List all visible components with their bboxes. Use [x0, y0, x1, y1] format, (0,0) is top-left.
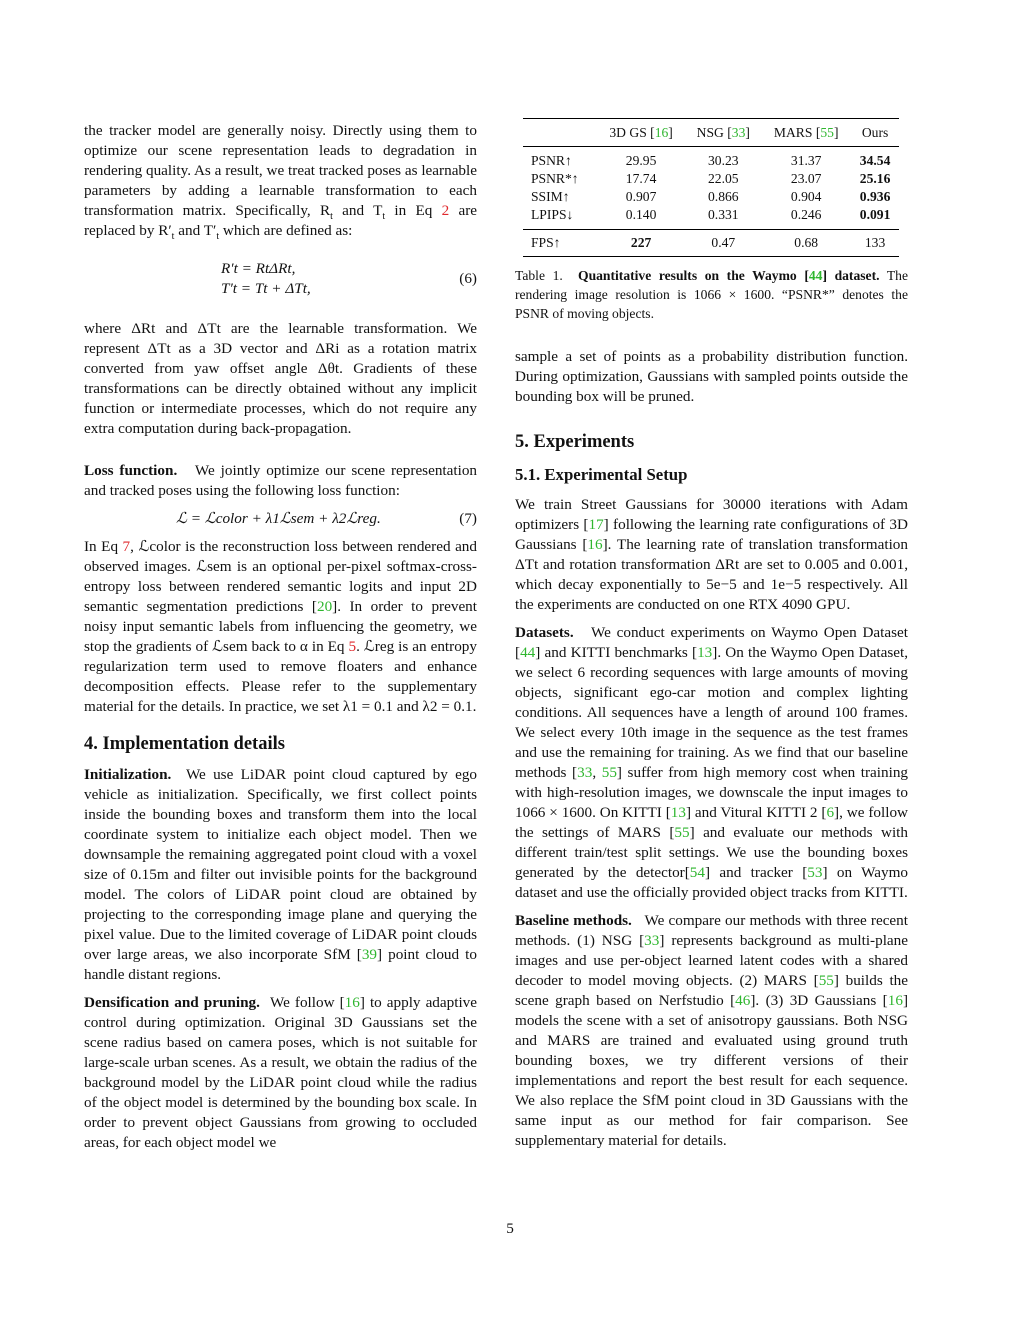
equation-6: [84, 255, 477, 305]
text: which are defined as:: [219, 222, 353, 239]
table-header-cell: NSG [33]: [685, 119, 761, 147]
citation-link[interactable]: 55: [818, 972, 834, 989]
text: In Eq: [84, 538, 123, 555]
text: We use LiDAR point cloud captured by ego vehicle as initialization. Specifically, we first collect points inside the bounding boxes and transform them into the local coordinate system to initialize each object model. Then we downsample the remaining aggregated point cloud with a voxel size of 0.15m and filter out invisible points for the background model. The colors of LiDAR point cloud are obtained by projecting to the corresponding image plane and querying the pixel value. Due to the limited coverage of LiDAR point clouds over large areas, we also incorporate SfM [: [84, 766, 478, 963]
value-cell: 0.091: [859, 207, 891, 222]
paragraph-loss: [84, 461, 477, 501]
value-cell: 227: [597, 230, 686, 257]
text: ] following the learning rate configurations of 3D Gaussians [: [515, 516, 908, 553]
value-cell: 25.16: [859, 171, 891, 186]
table-row: [523, 170, 899, 188]
metric-cell: PSNR↑: [531, 153, 572, 168]
text: the tracker model are generally noisy. Directly using them to optimize our scene representation leads to degradation in rendering quality. As a result, we treat tracked poses as learnable parameters by adding a learnable transformation to each transformation matrix. Specifically, R: [84, 122, 477, 219]
citation-link[interactable]: 16: [887, 992, 903, 1009]
value-cell: 23.07: [790, 171, 822, 186]
value-cell: 0.907: [625, 189, 657, 204]
text: in Eq: [385, 202, 442, 219]
section-heading: 4. Implementation details: [84, 734, 285, 754]
citation-link[interactable]: 55: [601, 764, 617, 781]
value-cell: 0.331: [708, 207, 739, 222]
value-cell: 0.936: [859, 189, 891, 204]
value-cell: 34.54: [859, 153, 891, 168]
text: ] and Vitural KITTI 2 [: [685, 804, 827, 821]
text: We conduct experiments on Waymo Open Dataset [: [515, 624, 908, 661]
table-row: [523, 147, 899, 171]
text: We train Street Gaussians for 30000 iterations with Adam optimizers [: [515, 496, 908, 533]
text: and T: [332, 202, 383, 219]
text: ]. On the Waymo Open Dataset, we select 6 recording sequences with large amounts of moving objects, significant ego-car motion and complex lighting conditions. All sequences have a length of around 100 frames. We select every 10th image in the sequence as the test frames and use the remaining for training. As we find that our baseline methods [: [515, 644, 909, 781]
text: Quantitative results on the Waymo [: [578, 268, 809, 283]
citation-link[interactable]: 17: [588, 516, 604, 533]
text: ] and KITTI benchmarks [: [535, 644, 698, 661]
text: ]. In order to prevent noisy input semantic labels from influencing the geometry, we stop the gradients of ℒsem back to α in Eq: [84, 598, 477, 655]
citation-link[interactable]: 54: [689, 864, 705, 881]
text: ] and evaluate our methods with different train/test split settings. We use the bounding boxes generated by the detector[: [515, 824, 908, 881]
table-header-cell: MARS [55]: [761, 119, 851, 147]
table-header-row: [523, 119, 899, 147]
value-cell: 30.23: [708, 153, 739, 168]
text: are replaced by R′: [84, 202, 477, 239]
eq-ref-link[interactable]: 7: [122, 538, 131, 555]
page-number: 5: [506, 1220, 514, 1237]
citation-link[interactable]: 46: [735, 992, 751, 1009]
text: and T′: [174, 222, 217, 239]
paragraph-heading: Loss function.: [84, 462, 178, 479]
text: . ℒreg is an entropy regularization term used to remove floaters and enhance decomposition effects. Please refer to the supplementary material for the details. In practice, we set λ1 = 0.1 and λ2 = 0.1.: [84, 638, 477, 715]
citation-link[interactable]: 13: [670, 804, 686, 821]
text: ]. (3) 3D Gaussians [: [750, 992, 888, 1009]
value-cell: 0.904: [790, 189, 822, 204]
equation-7: [84, 509, 477, 531]
citation-link[interactable]: 55: [674, 824, 690, 841]
equation-number: (7): [459, 510, 477, 527]
sub: t: [171, 231, 175, 243]
text: ] suffer from high memory cost when training with high-resolution images, we downscale the input images to 1066 × 1600. On KITTI [: [515, 764, 909, 821]
sub: t: [330, 211, 333, 223]
paragraph-loss-terms: [84, 537, 477, 717]
text: ] builds the scene graph based on Nerfstudio [: [515, 972, 908, 1009]
caption-text: The rendering image resolution is 1066 × 1600. “PSNR*” denotes the PSNR of moving objects.: [515, 268, 908, 321]
section-heading: 5. Experiments: [515, 432, 635, 452]
text: We compare our methods with three recent methods. (1) NSG [: [515, 912, 908, 949]
table-header-cell: [523, 119, 597, 147]
paragraph-pruning: sample a set of points as a probability distribution function. During optimization, Gaussians with sampled points outside the bounding box will be pruned.: [515, 348, 908, 405]
table-caption: [515, 266, 908, 323]
subsection-heading: 5.1. Experimental Setup: [515, 465, 688, 484]
citation-link[interactable]: 33: [731, 125, 746, 140]
results-table: [523, 118, 899, 257]
value-cell: 0.866: [708, 189, 739, 204]
text: ], we follow the settings of MARS [: [515, 804, 909, 841]
text: ]. The learning rate of translation transformation ΔTt and rotation transformation ΔRt are set to 0.005 and 0.001, which decay exponentially to 5e−5 and 1e−5 respectively. All the experiments are conducted on one RTX 4090 GPU.: [515, 536, 908, 613]
caption-title: [578, 268, 880, 283]
paragraph-heading: Initialization.: [84, 766, 172, 783]
eq-ref-link[interactable]: 2: [441, 202, 450, 219]
paragraph-transform: where ΔRt and ΔTt are the learnable transformation. We represent ΔTt as a 3D vector and ΔRi as a rotation matrix converted from yaw offset angle Δθt. Gradients of these transformations can be directly obtained without any implicit function or intermediate processes, which do not require any extra computation during back-propagation.: [84, 320, 477, 437]
value-cell: 22.05: [708, 171, 739, 186]
metric-cell: PSNR*↑: [531, 171, 579, 186]
citation-link[interactable]: 16: [344, 994, 360, 1011]
metric-cell: FPS↑: [523, 230, 597, 257]
eq-ref-link[interactable]: 5: [348, 638, 357, 655]
paragraph-heading: Baseline methods.: [515, 912, 632, 929]
paragraph-baselines: [515, 911, 908, 1151]
paragraph-heading: Densification and pruning.: [84, 994, 260, 1011]
value-cell: 0.246: [790, 207, 822, 222]
table-row: [523, 188, 899, 206]
text: ] to apply adaptive control during optimization. Original 3D Gaussians set the scene radius based on camera poses, which is not suitable for large-scale urban scenes. As a result, we obtain the radius of the background model by the LiDAR point cloud while the radius of the object model is determined by the bounding box scale. In order to prevent object Gaussians from growing to occluded areas, for each object model we: [84, 994, 478, 1151]
paragraph-pose-learning: [84, 121, 477, 241]
citation-link[interactable]: 44: [520, 644, 536, 661]
equation-line: R′t = RtΔRt,: [221, 260, 296, 277]
sub: t: [382, 211, 386, 223]
value-cell: 0.47: [685, 230, 761, 257]
citation-link[interactable]: 39: [361, 946, 377, 963]
text: ] represents background as multi-plane images and use per-object learned latent codes with a shared decoder to model moving objects. (2) MARS [: [515, 932, 909, 989]
table-row-fps: [523, 230, 899, 257]
text: We follow [: [270, 994, 345, 1011]
text: ] point cloud to handle distant regions.: [84, 946, 477, 983]
paragraph-heading: Datasets.: [515, 624, 574, 641]
table-row: [523, 206, 899, 230]
value-cell: 0.68: [761, 230, 851, 257]
text: ,: [592, 764, 602, 781]
paragraph-initialization: [84, 765, 477, 985]
equation-line: ℒ = ℒcolor + λ1ℒsem + λ2ℒreg.: [176, 510, 381, 527]
table-header-cell: Ours: [851, 119, 899, 147]
citation-link[interactable]: 6: [826, 804, 835, 821]
sub: t: [216, 231, 220, 243]
text: ] dataset.: [822, 268, 880, 283]
text: ] on Waymo dataset and use the officially provided object tracks from KITTI.: [515, 864, 908, 901]
left-column: [84, 121, 477, 1153]
value-cell: 17.74: [625, 171, 657, 186]
caption-label: Table 1.: [515, 268, 563, 283]
citation-link[interactable]: 44: [808, 268, 823, 283]
metric-cell: SSIM↑: [531, 189, 570, 204]
equation-number: (6): [459, 270, 477, 287]
paragraph-densification: [84, 993, 477, 1153]
citation-link[interactable]: 20: [316, 598, 333, 615]
citation-link[interactable]: 16: [587, 536, 603, 553]
citation-link[interactable]: 55: [820, 125, 834, 140]
citation-link[interactable]: 13: [697, 644, 713, 661]
value-cell: 0.140: [625, 207, 657, 222]
value-cell: 31.37: [790, 153, 822, 168]
right-column: [515, 347, 908, 1151]
citation-link[interactable]: 16: [654, 125, 669, 140]
text: , ℒcolor is the reconstruction loss between rendered and observed images. ℒsem is an optional per-pixel softmax-cross-entropy loss between rendered semantic logits and input 2D semantic segmentation predictions [: [84, 538, 477, 615]
citation-link[interactable]: 33: [577, 764, 593, 781]
table-header-cell: 3D GS [16]: [597, 119, 686, 147]
paragraph-setup: [515, 495, 908, 615]
text: ] and tracker [: [704, 864, 808, 881]
equation-line: T′t = Tt + ΔTt,: [221, 280, 311, 297]
value-cell: 29.95: [625, 153, 657, 168]
citation-link[interactable]: 53: [807, 864, 823, 881]
metric-cell: LPIPS↓: [531, 207, 574, 222]
paragraph-datasets: [515, 623, 908, 903]
value-cell: 133: [851, 230, 899, 257]
text: We jointly optimize our scene representation and tracked poses using the following loss function:: [84, 462, 478, 499]
text: ] models the scene with a set of anisotropy gaussians. Both NSG and MARS are trained and evaluated using ground truth bounding boxes, we try different versions of their implementations and report the best result for each sequence. We also replace the SfM point cloud in 3D Gaussians with the same input as our method for fair comparison. See supplementary material for details.: [515, 992, 908, 1149]
citation-link[interactable]: 33: [644, 932, 660, 949]
